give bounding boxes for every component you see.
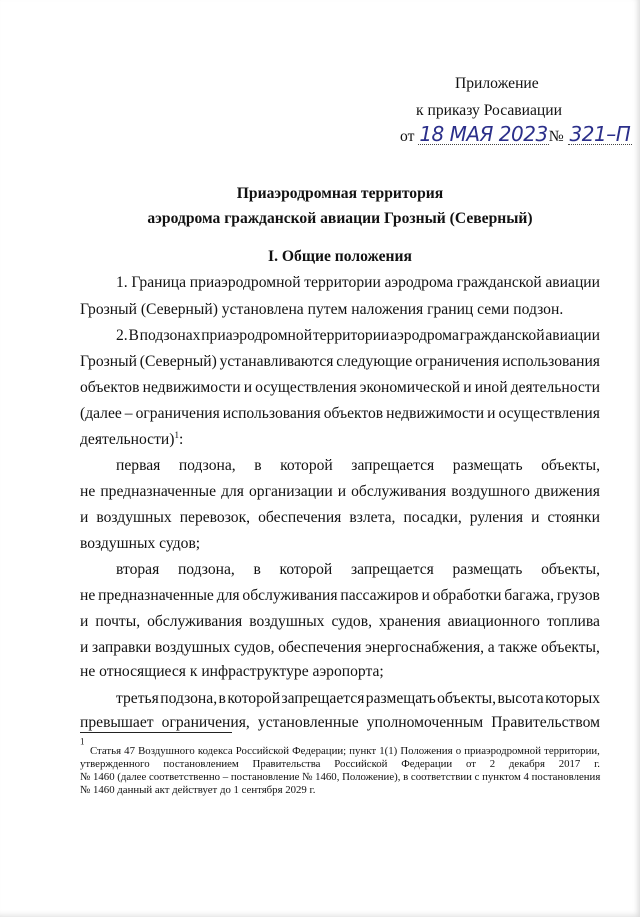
word: авиационного [447,613,540,630]
word: объекты, [541,561,600,578]
footnote-mark-sup: 1 [80,736,85,747]
word: воздушных [154,639,231,656]
word: обслуживания [147,613,243,630]
subzone-1-line-1 [116,456,600,476]
word: запрещается [350,561,434,578]
word: третья [116,690,159,707]
word: предназначенные [100,483,217,500]
word: обеспечения [278,639,362,656]
word: аэродрома [390,327,459,344]
word: объектов [80,379,140,396]
footnote-line-3: № 1460 (далее соответственно – постановление № 1460, Положение), в соответствии с пунктом 4 постановления [80,771,601,783]
word: также [498,639,538,656]
word: которой [279,561,333,578]
footnote-mark [80,736,85,753]
word: которой [280,457,333,474]
word: 1(1) [379,745,398,757]
number-label: № [548,128,564,145]
word: воздушных [249,613,325,630]
word: пункт [349,745,377,757]
word: которых [545,690,600,707]
word: в [254,457,262,474]
word: хранения [378,613,441,630]
word: для [216,587,240,604]
word: Грозный [80,353,137,370]
order-reference: к приказу Росавиации [416,102,562,119]
word: грузов [556,587,600,604]
word: перевозок, [179,509,251,526]
subzone-1-line-2 [80,482,600,502]
word: и [487,405,496,422]
word: объекты, [541,639,600,656]
word: посадки, [403,509,462,526]
word: заправки [92,639,152,656]
word: а [487,639,495,656]
paragraph-2-line-5-text: деятельности) [80,431,175,448]
word: и [531,509,540,526]
subzone-1-line-4: воздушных судов; [80,535,201,552]
word: организации [248,483,333,500]
word: и [80,613,89,630]
handwritten-date: 18 МАЯ 2023 [419,122,548,146]
word: Правительства [252,758,321,770]
subzone-3-line-1 [116,689,600,709]
word: деятельности [510,379,600,396]
subzone-2-line-4 [80,638,600,658]
word: запрещается [281,690,365,707]
word: о [455,745,462,757]
word: использования [502,353,600,370]
word: превышает [80,714,154,731]
word: (далее [80,405,122,422]
word: судов, [233,639,275,656]
word: пассажиров [340,587,419,604]
word: запрещается [351,457,435,474]
subzone-2-line-2 [80,586,600,606]
word: постановлением [163,758,239,770]
section-heading: I. Общие положения [268,248,412,265]
word: не [80,587,96,604]
word: объектов [323,405,384,422]
word: подзона, [177,561,235,578]
footnote-line-2 [80,758,600,771]
word: топлива [546,613,600,630]
word: которой [227,690,281,707]
word: Федерации [401,758,453,770]
word: недвижимости [142,379,241,396]
word: и [80,639,89,656]
word: – [124,405,133,422]
word: авиации [545,274,600,291]
word: объекты, [541,457,600,474]
word: авиации [545,327,600,344]
word: 2 [489,758,496,770]
word: Статья [90,745,122,757]
word: Правительством [491,714,600,731]
paragraph-2-line-3 [80,378,600,398]
word: не [80,483,96,500]
word: подзонах [139,327,201,344]
word: движения [534,483,600,500]
paragraph-2-line-2 [80,352,600,372]
word: обслуживания [242,587,338,604]
word: территории [304,274,381,291]
word: декабря [508,758,545,770]
word: уполномоченным [366,714,484,731]
word: территории [312,327,390,344]
word: для [221,483,244,500]
subzone-2-line-5: не относящиеся к инфраструктуре аэропорта; [80,663,384,680]
handwritten-number: 321–П [569,122,631,146]
word: первая [116,457,161,474]
word: Российской [235,745,289,757]
word: взлета, [349,509,396,526]
document-title-line-1: Приаэродромная территория [236,185,444,202]
word: гражданской [459,327,545,344]
word: экономической [359,379,461,396]
word: приаэродромной [201,327,313,344]
word: высота [497,690,544,707]
word: в [253,561,261,578]
paragraph-1-line-2: Грозный (Северный) установлена путем наложения границ семи подзон. [80,301,564,318]
word: воздушного [451,483,530,500]
paragraph-2-line-5 [80,430,183,450]
footnote-ref: 1 [174,429,179,440]
word: кодекса [197,745,233,757]
word: подзона, [160,690,218,707]
document-title-line-2: аэродрома гражданской авиации Грозный (Северный) [147,210,533,227]
word: в [218,690,226,707]
word: В [128,327,139,344]
word: руления [469,509,524,526]
word: подзона, [178,457,236,474]
word: осуществления [498,405,600,422]
word: судов, [331,613,372,630]
word: недвижимости [386,405,485,422]
word: ограничения [415,353,500,370]
word: аэродрома [384,274,454,291]
word: объекты, [437,690,497,707]
word: размещать [452,561,523,578]
word: 2017 [558,758,581,770]
word: энергоснабжения, [365,639,485,656]
paragraph-2-line-1 [116,326,600,346]
word: следующие [336,353,413,370]
word: 47 [124,745,135,757]
word: Граница [131,274,187,291]
paragraph-2-line-5-colon: : [178,431,184,448]
word: гражданской [456,274,542,291]
word: обслуживания [351,483,447,500]
word: приаэродромной [464,745,541,757]
subzone-1-line-3 [80,508,600,528]
subzone-3-line-2 [80,713,600,733]
word: 2. [116,327,128,344]
word: и [421,587,430,604]
word: багажа, [504,587,555,604]
subzone-2-line-1 [116,560,600,580]
word: размещать [365,690,436,707]
appendix-title: Приложение [455,75,539,92]
word: осуществления [255,379,357,396]
word: воздушных [96,509,172,526]
word: и [80,509,89,526]
word: установленные [257,714,359,731]
word: и [463,379,472,396]
word: утвержденного [80,758,150,770]
word: Российской [334,758,388,770]
footnote-line-1 [90,745,600,758]
from-label: от [400,128,415,145]
subzone-2-line-3 [80,612,600,632]
word: стоянки [547,509,600,526]
word: и [337,483,347,500]
word: ограничения [135,405,220,422]
paragraph-1-line-1 [116,273,600,293]
word: Воздушного [138,745,195,757]
word: обеспечения [258,509,342,526]
word: предназначенные [98,587,214,604]
word: ограничения, [161,714,250,731]
word: вторая [116,561,160,578]
word: размещать [452,457,523,474]
word: обработки [432,587,502,604]
word: г. [594,758,600,770]
paragraph-2-line-4 [80,404,600,424]
word: иной [474,379,508,396]
word: Федерации; [292,745,347,757]
word: почты, [95,613,141,630]
word: от [465,758,476,770]
word: (Северный) [139,353,217,370]
footnote-line-4: № 1460 данный акт действует до 1 сентября 2029 г. [80,784,316,796]
word: использования [222,405,321,422]
word: 1. [116,274,128,291]
order-date-line [400,124,632,147]
word: устанавливаются [219,353,334,370]
word: и [243,379,253,396]
word: территории, [544,745,600,757]
footnote-separator [80,732,232,733]
word: Положения [400,745,453,757]
word: приаэродромной [189,274,301,291]
